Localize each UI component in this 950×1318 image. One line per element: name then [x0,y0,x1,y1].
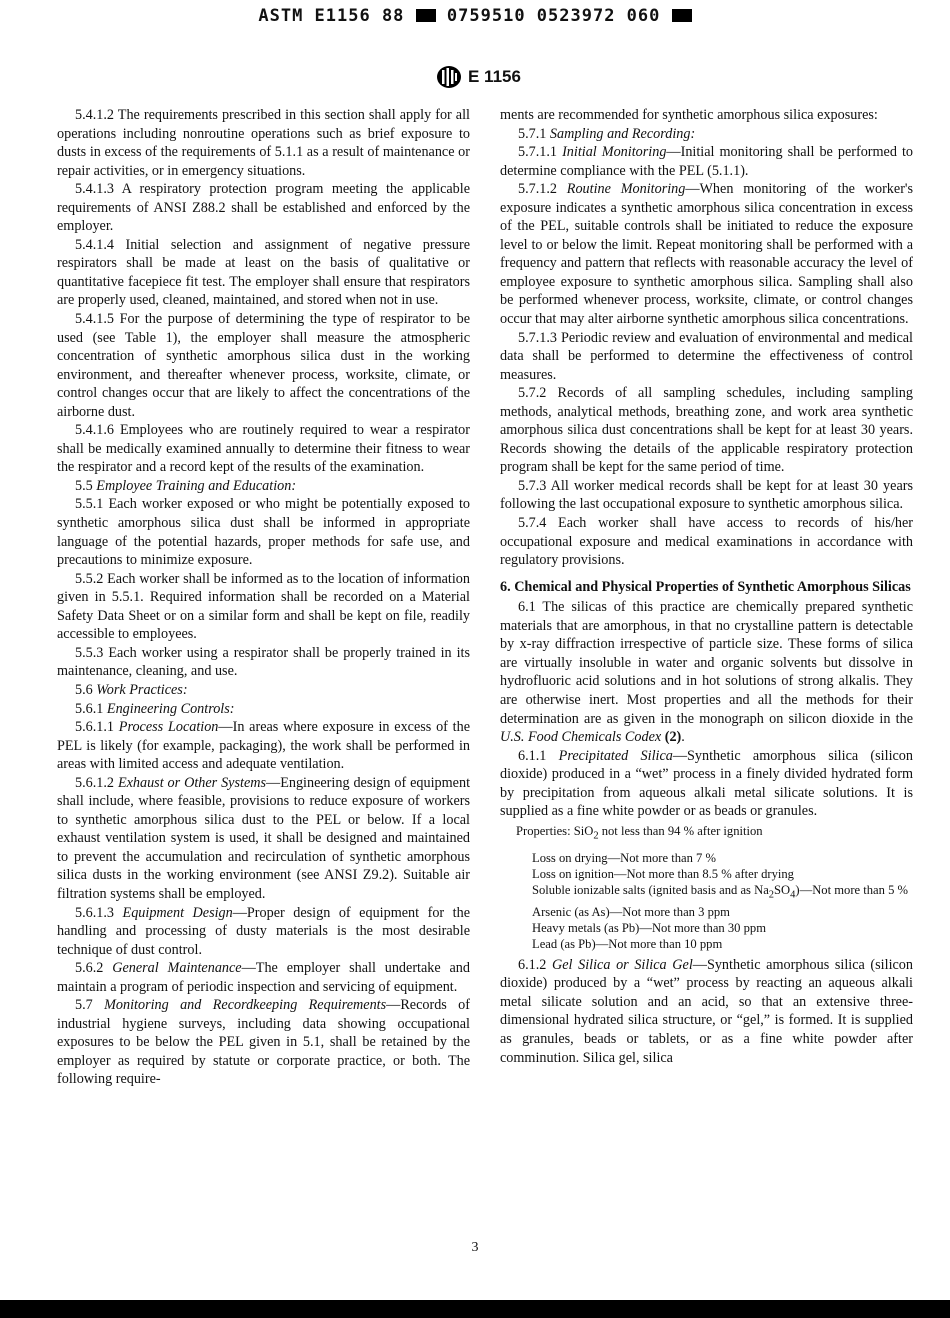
paragraph-5-4-1-5: 5.4.1.5 For the purpose of determining the type of respirator to be used (see Table 1), the employer shall measure the atmospheric concentration of synthetic amorphous silica dust in the working environment, and thereafter whenever process, worksite, climate, or control changes occur that are likely to affect the concentrations of the airborne dust. [57,311,470,420]
paragraph-5-7-4: 5.7.4 Each worker shall have access to records of his/her occupational exposure and medical examinations in accordance with regulatory provisions. [500,515,913,569]
paragraph-5-7-1-2: 5.7.1.2 Routine Monitoring—When monitoring of the worker's exposure indicates a synthetic amorphous silica concentration in excess of the PEL, suitable controls shall be initiated to reduce the exposure level to or below the limit. Repeat monitoring shall be performed with a frequency and pattern that reflects with reasonable accuracy the level of employee exposure to synthetic amorphous silica. Sampling shall also be performed whenever process, worksite, climate, or control changes occur that may alter airborne synthetic amorphous silica concentrations. [500,181,913,328]
scan-header [0,6,950,26]
paragraph-6-1-1: 6.1.1 Precipitated Silica—Synthetic amorphous silica (silicon dioxide) produced in a “wet” process in a finely divided hydrated form by precipitation from aqueous alkali metal silicate solutions. It is supplied as a fine white powder or as beads or granules. [500,747,913,820]
scan-code-1: ASTM E1156 88 [258,6,405,26]
paragraph-5-7-2: 5.7.2 Records of all sampling schedules, including sampling methods, analytical methods, breathing zone, and work area synthetic amorphous silica dust concentrations shall be kept for at least 30 years. Records showing the details of the applicable respiratory protection program shall be kept for the same period of time. [500,385,913,476]
paragraph-5-4-1-4: 5.4.1.4 Initial selection and assignment of negative pressure respirators shall be made at least on the basis of qualitative or quantitative facepiece fit test. The employer shall ensure that respirators are properly used, cleaned, maintained, and stored when not in use. [57,236,470,309]
document-designation: E 1156 [468,67,521,86]
section-5-7-1-heading: 5.7.1 Sampling and Recording: [518,125,696,142]
properties-lead: Properties: SiO$_2$ not less than 94 % after ignition [516,823,763,842]
section-5-5-heading: 5.5 Employee Training and Education: [75,477,297,494]
properties-list [500,823,913,952]
paragraph-5-4-1-3: 5.4.1.3 A respiratory protection program meeting the applicable requirements of ANSI Z88.2 shall be established and enforced by the employer. [57,181,470,235]
scan-bottom-edge [0,1300,950,1318]
property-heavy-metals: Heavy metals (as Pb)—Not more than 30 ppm [532,920,766,935]
scan-block-mark [416,9,436,22]
property-lead: Lead (as Pb)—Not more than 10 ppm [532,936,723,951]
astm-logo-icon [436,65,462,89]
document-header [436,64,521,90]
paragraph-5-5-1: 5.5.1 Each worker exposed or who might be potentially exposed to synthetic amorphous silica dust shall be informed in appropriate language of the potential hazards, proper methods for safe use, and precautions to minimize exposure. [57,496,470,569]
property-arsenic: Arsenic (as As)—Not more than 3 ppm [532,904,730,919]
paragraph-5-6-1-3: 5.6.1.3 Equipment Design—Proper design of equipment for the handling and processing of dusty materials is the most desirable technique of dust control. [57,904,470,958]
paragraph-5-7-1-1: 5.7.1.1 Initial Monitoring—Initial monitoring shall be performed to determine compliance with the PEL (5.1.1). [500,144,914,179]
paragraph-5-7-3: 5.7.3 All worker medical records shall be kept for at least 30 years following the last occupational exposure to synthetic amorphous silica. [500,477,913,513]
page-number: 3 [471,1240,479,1255]
left-column [57,106,470,1089]
paragraph-5-5-3: 5.5.3 Each worker using a respirator shall be properly trained in its maintenance, cleaning, and use. [57,644,470,680]
property-loss-on-drying: Loss on drying—Not more than 7 % [532,851,716,866]
section-6-heading: 6. Chemical and Physical Properties of Synthetic Amorphous Silicas [500,578,911,595]
paragraph-6-1-2: 6.1.2 Gel Silica or Silica Gel—Synthetic amorphous silica (silicon dioxide) produced by a “wet” process by reacting an aqueous alkali metal silicate solution and an acid, so that an extensive three-dimensional hydrated silica structure, or “gel,” is formed. It is supplied as granules, beads or tablets, or as a fine white powder after comminution. Silica gel, silica [500,956,913,1066]
paragraph-5-6-1-2: 5.6.1.2 Exhaust or Other Systems—Engineering design of equipment shall include, where feasible, provisions to reduce exposure of workers to synthetic amorphous silica dust to the PEL or below. If a local exhaust ventilation system is used, it shall be designed and maintained to prevent the accumulation and recirculation of synthetic amorphous silica dusts in the working environment (see ANSI Z9.2). Suitable air filtration systems shall be employed. [57,774,471,902]
paragraph-5-7-continued: ments are recommended for synthetic amorphous silica exposures: [500,107,878,123]
paragraph-5-5-2: 5.5.2 Each worker shall be informed as to the location of information given in 5.5.1. Required information shall be recorded on a Material Safety Data Sheet or on a similar form and shall be kept on file, readily accessible to employees. [57,570,470,643]
property-loss-on-ignition: Loss on ignition—Not more than 8.5 % after drying [532,867,794,882]
paragraph-5-4-1-6: 5.4.1.6 Employees who are routinely required to wear a respirator shall be medically examined annually to determine their fitness to wear the respirator and a record kept of the results of the examination. [57,422,470,476]
paragraph-6-1: 6.1 The silicas of this practice are chemically prepared synthetic materials that are amorphous, in that no crystalline pattern is detectable by x-ray diffraction irrespective of particle size. These forms of silica are virtually insoluble in water and organic solvents but dissolve in hydrofluoric acid solutions and in hot solutions of strong alkalis. They are otherwise inert. Most properties and all the methods for their determination are as given in the monograph on silicon dioxide in the U.S. Food Chemicals Codex (2). [500,599,913,746]
paragraph-5-7-1-3: 5.7.1.3 Periodic review and evaluation of environmental and medical data shall be performed to determine the effectiveness of control measures. [500,329,913,383]
section-5-6-heading: 5.6 Work Practices: [75,681,188,698]
paragraph-5-6-1-1: 5.6.1.1 Process Location—In areas where exposure in excess of the PEL is likely (for example, packaging), the work shall be performed in areas with limited access and adequate ventilation. [57,719,471,773]
paragraph-5-6-2: 5.6.2 General Maintenance—The employer shall undertake and maintain a program of periodic inspection and servicing of equipment. [57,960,470,995]
paragraph-5-7: 5.7 Monitoring and Recordkeeping Requirements—Records of industrial hygiene surveys, including data showing occupational exposures to be below the PEL given in 5.1, shall be retained by the employer as required by statute or corporate practice, or both. The following require- [57,997,470,1088]
section-5-6-1-heading: 5.6.1 Engineering Controls: [75,700,235,717]
property-soluble-salts: Soluble ionizable salts (ignited basis and as $Na_2SO_4)—Not$ more than 5 % [532,883,909,901]
scan-block-mark [672,9,692,22]
scan-code-2: 0759510 0523972 060 [446,6,661,26]
paragraph-5-4-1-2: 5.4.1.2 The requirements prescribed in this section shall apply for all operations including nonroutine operations such as brief exposure to dusts in excess of the requirements of 5.1.1 as a result of maintenance or repair activities, or in emergency situations. [57,107,470,179]
right-column [500,106,913,1067]
